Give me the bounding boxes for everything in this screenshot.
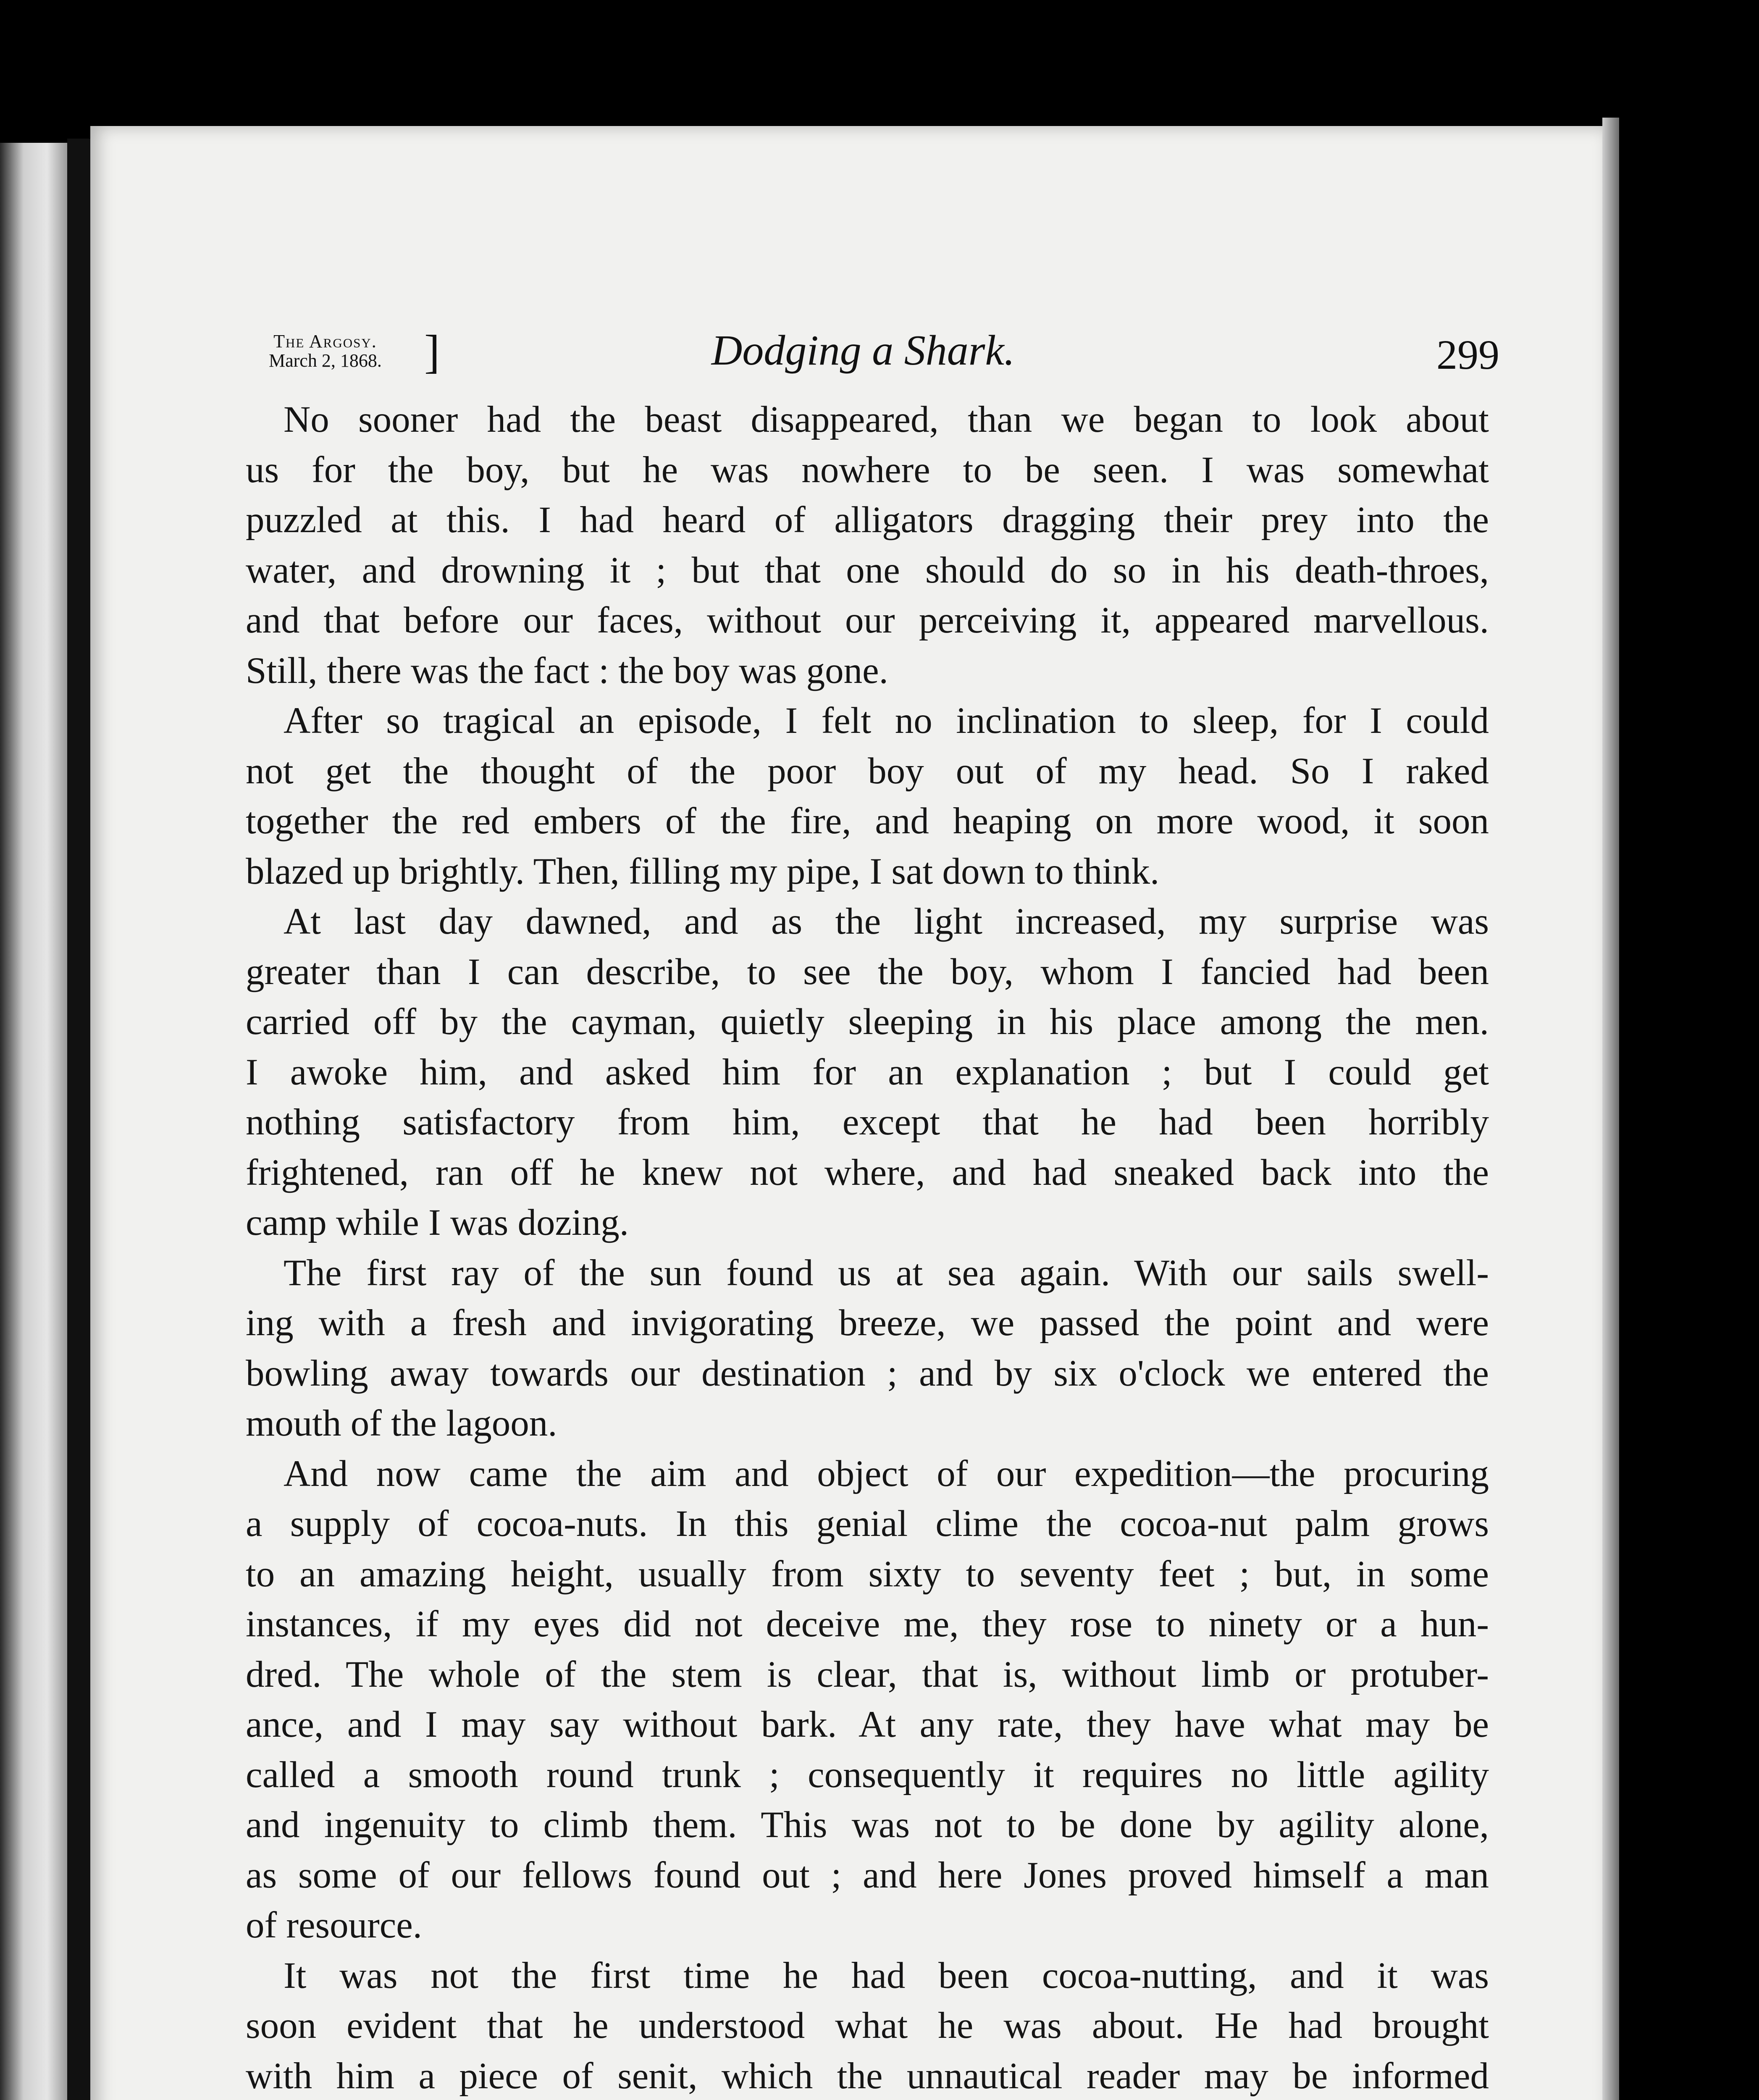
text-line: It was not the first time he had been cocoa-nutting, and it was (284, 1955, 1489, 1996)
text-line: and ingenuity to climb them. This was not to be done by agility alone, (246, 1804, 1489, 1845)
text-line: Still, there was the fact : the boy was gone. (246, 650, 888, 691)
paragraph (246, 1449, 1489, 1951)
text-line: ing with a fresh and invigorating breeze, we passed the point and were (246, 1302, 1489, 1344)
running-title: Dodging a Shark. (711, 327, 1015, 374)
text-line: a supply of cocoa-nuts. In this genial clime the cocoa-nut palm grows (246, 1503, 1489, 1544)
text-line: not get the thought of the poor boy out of my head. So I raked (246, 750, 1489, 792)
text-line: water, and drowning it ; but that one should do so in his death-throes, (246, 549, 1489, 591)
text-line: And now came the aim and object of our expedition—the procuring (284, 1453, 1489, 1494)
text-line: puzzled at this. I had heard of alligators dragging their prey into the (246, 499, 1489, 541)
text-line: greater than I can describe, to see the boy, whom I fancied had been (246, 951, 1489, 992)
text-line: At last day dawned, and as the light increased, my surprise was (284, 901, 1489, 942)
page-number: 299 (1436, 331, 1499, 378)
text-line: frightened, ran off he knew not where, and had sneaked back into the (246, 1152, 1489, 1193)
left-page-edge (0, 143, 67, 2100)
journal-bracket: ] (424, 326, 440, 378)
body-text (246, 395, 1489, 2100)
text-line: to an amazing height, usually from sixty to seventy feet ; but, in some (246, 1553, 1489, 1595)
text-line: as some of our fellows found out ; and here Jones proved himself a man (246, 1854, 1489, 1896)
text-line: of resource. (246, 1905, 423, 1946)
text-line: with him a piece of senit, which the unnautical reader may be informed (246, 2055, 1489, 2097)
text-line: ance, and I may say without bark. At any rate, they have what may be (246, 1704, 1489, 1745)
text-line: nothing satisfactory from him, except that he had been horribly (246, 1102, 1489, 1143)
paragraph (246, 696, 1489, 897)
book-gutter (67, 139, 92, 2100)
paragraph (246, 1248, 1489, 1449)
page-right-edge (1602, 118, 1619, 2100)
text-line: bowling away towards our destination ; and by six o'clock we entered the (246, 1352, 1489, 1394)
text-line: carried off by the cayman, quietly sleeping in his place among the men. (246, 1001, 1489, 1042)
text-line: soon evident that he understood what he was about. He had brought (246, 2005, 1489, 2046)
text-line: us for the boy, but he was nowhere to be seen. I was somewhat (246, 449, 1489, 491)
text-line: blazed up brightly. Then, filling my pipe, I sat down to think. (246, 850, 1160, 892)
text-line: After so tragical an episode, I felt no inclination to sleep, for I could (284, 700, 1489, 741)
text-line: dred. The whole of the stem is clear, that is, without limb or protuber- (246, 1654, 1489, 1695)
text-line: called a smooth round trunk ; consequently it requires no little agility (246, 1754, 1489, 1796)
journal-date: March 2, 1868. (269, 350, 382, 371)
text-line: and that before our faces, without our perceiving it, appeared marvellous. (246, 600, 1489, 641)
text-line: camp while I was dozing. (246, 1202, 629, 1243)
text-line: instances, if my eyes did not deceive me, they rose to ninety or a hun- (246, 1604, 1489, 1645)
journal-tag (269, 332, 382, 370)
running-head (90, 323, 1602, 391)
paragraph (246, 395, 1489, 696)
journal-name: The Argosy. (273, 331, 377, 352)
paragraph (246, 897, 1489, 1248)
text-line: I awoke him, and asked him for an explanation ; but I could get (246, 1051, 1489, 1093)
text-line: mouth of the lagoon. (246, 1403, 557, 1444)
paragraph (246, 1951, 1489, 2100)
text-line: No sooner had the beast disappeared, than we began to look about (284, 399, 1489, 440)
text-line: The first ray of the sun found us at sea again. With our sails swell- (284, 1252, 1489, 1294)
book-page (90, 126, 1602, 2100)
text-line: together the red embers of the fire, and heaping on more wood, it soon (246, 801, 1489, 842)
